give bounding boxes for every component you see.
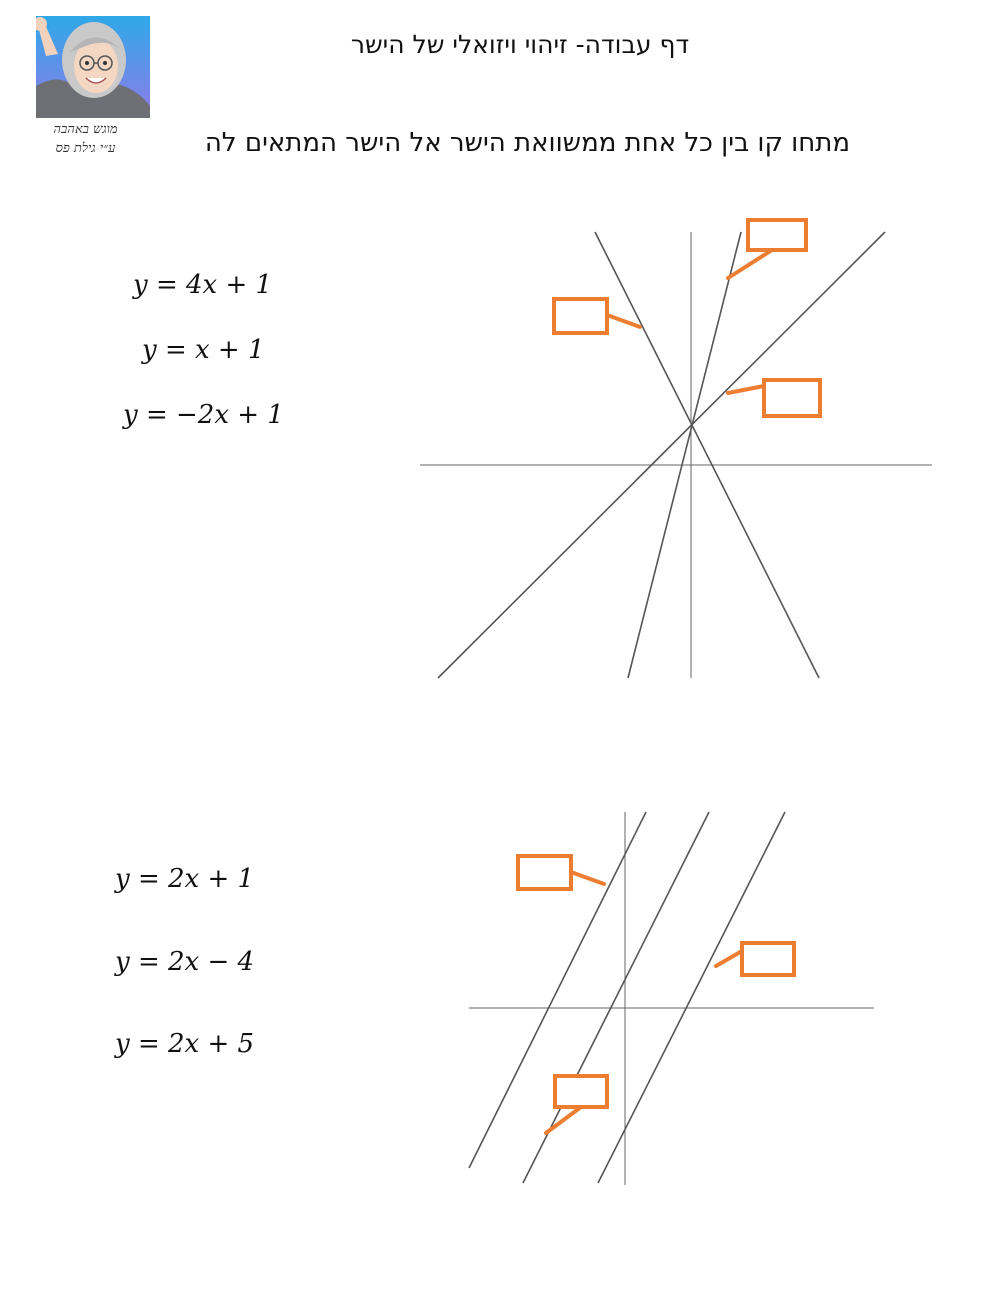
- logo-caption-line1: מוגש באהבה: [53, 122, 118, 137]
- answer-pointer-5: [716, 951, 742, 966]
- equation-1c[interactable]: y = −2x + 1: [123, 400, 284, 430]
- answer-box-4[interactable]: [518, 856, 571, 889]
- graph-line-lower[interactable]: [598, 812, 785, 1183]
- answer-pointer-4: [571, 872, 604, 884]
- equation-2a[interactable]: y = 2x + 1: [115, 864, 255, 894]
- equation-2b[interactable]: y = 2x − 4: [115, 947, 255, 977]
- equation-1a[interactable]: y = 4x + 1: [133, 270, 273, 300]
- logo-caption-line2: ע״י גילת פס: [55, 141, 116, 156]
- answer-box-6[interactable]: [555, 1076, 607, 1107]
- instructions: מתחו קו בין כל אחת ממשוואת הישר אל הישר המתאים לה: [204, 128, 850, 158]
- answer-pointer-6: [546, 1107, 581, 1133]
- equation-1b[interactable]: y = x + 1: [142, 335, 265, 365]
- worksheet-title: דף עבודה- זיהוי ויזואלי של הישר: [350, 30, 690, 59]
- equation-2c[interactable]: y = 2x + 5: [115, 1029, 255, 1059]
- answer-box-5[interactable]: [742, 943, 794, 975]
